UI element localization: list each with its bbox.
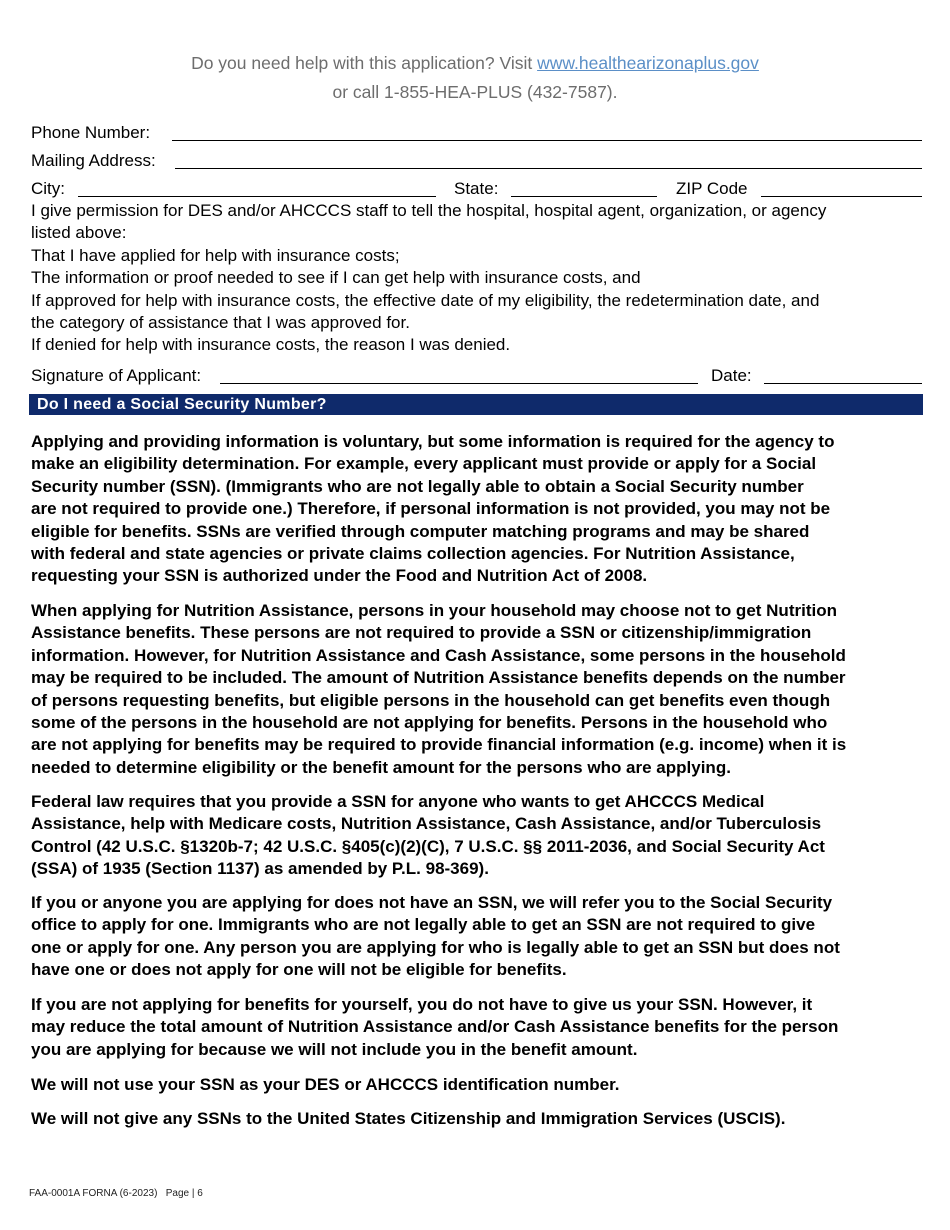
- para-line: are not required to provide one.) Therefore, if personal information is not provided, you may not be: [31, 499, 831, 519]
- mailing-row: [31, 150, 922, 172]
- help-line-1: [0, 53, 950, 74]
- section-title: Do I need a Social Security Number?: [37, 396, 327, 413]
- para-line: If you or anyone you are applying for does not have an SSN, we will refer you to the Social Security: [31, 893, 833, 912]
- date-label: Date:: [711, 366, 752, 385]
- phone-field[interactable]: [172, 140, 922, 141]
- permission-line: If approved for help with insurance costs, the effective date of my eligibility, the redetermination date, and: [31, 290, 820, 310]
- permission-line: the category of assistance that I was approved for.: [31, 313, 410, 333]
- para-line: are not applying for benefits may be required to provide financial information (e.g. income) when it is: [31, 735, 847, 755]
- permission-line: If denied for help with insurance costs, the reason I was denied.: [31, 335, 511, 355]
- para-line: (SSA) of 1935 (Section 1137) as amended by P.L. 98-369).: [31, 859, 489, 879]
- help-link[interactable]: www.healthearizonaplus.gov: [537, 53, 759, 73]
- mailing-label: Mailing Address:: [31, 151, 156, 170]
- date-field[interactable]: [764, 383, 922, 384]
- signature-row: [31, 365, 922, 387]
- para-line: We will not use your SSN as your DES or AHCCCS identification number.: [31, 1075, 620, 1094]
- para-line: needed to determine eligibility or the benefit amount for the persons who are applying.: [31, 757, 731, 777]
- state-field[interactable]: [511, 196, 657, 197]
- signature-field[interactable]: [220, 383, 698, 384]
- permission-line: That I have applied for help with insurance costs;: [31, 245, 400, 265]
- para-line: make an eligibility determination. For example, every applicant must provide or apply for a Social: [31, 454, 817, 474]
- paragraph-id-number: [31, 1074, 923, 1096]
- paragraph-voluntary: [31, 431, 923, 588]
- paragraph-no-ssn: [31, 892, 923, 982]
- para-line: may reduce the total amount of Nutrition Assistance and/or Cash Assistance benefits for the person: [31, 1017, 839, 1037]
- signature-label: Signature of Applicant:: [31, 366, 202, 385]
- para-line: information. However, for Nutrition Assistance and Cash Assistance, some persons in the household: [31, 645, 846, 665]
- para-line: with federal and state agencies or private claims collection agencies. For Nutrition Assistance,: [31, 544, 795, 564]
- para-line: may be required to be included. The amount of Nutrition Assistance benefits depends on the number: [31, 668, 846, 688]
- paragraph-not-applying: [31, 994, 923, 1061]
- para-line: Security number (SSN). (Immigrants who are not legally able to obtain a Social Security number: [31, 476, 804, 496]
- para-line: If you are not applying for benefits for yourself, you do not have to give us your SSN. However, it: [31, 995, 813, 1014]
- help-line-2: or call 1-855-HEA-PLUS (432-7587).: [332, 82, 618, 102]
- city-state-zip-row: [31, 178, 922, 200]
- permission-line: listed above:: [31, 223, 127, 243]
- paragraph-uscis: [31, 1108, 923, 1130]
- para-line: Assistance benefits. These persons are not required to provide a SSN or citizenship/immigration: [31, 623, 812, 643]
- permission-line: I give permission for DES and/or AHCCCS staff to tell the hospital, hospital agent, organization, or agency: [31, 201, 827, 220]
- city-field[interactable]: [78, 196, 436, 197]
- city-label: City:: [31, 179, 65, 198]
- zip-label: ZIP Code: [676, 179, 748, 198]
- paragraph-nutrition: [31, 600, 923, 779]
- para-line: some of the persons in the household are not applying for benefits. Persons in the household who: [31, 713, 828, 733]
- section-header: [29, 394, 923, 415]
- para-line: Federal law requires that you provide a SSN for anyone who wants to get AHCCCS Medical: [31, 792, 765, 811]
- permission-line: The information or proof needed to see if I can get help with insurance costs, and: [31, 268, 641, 288]
- para-line: of persons requesting benefits, but eligible persons in the household can get benefits even though: [31, 690, 831, 710]
- para-line: Control (42 U.S.C. §1320b-7; 42 U.S.C. §405(c)(2)(C), 7 U.S.C. §§ 2011-2036, and Social Security Act: [31, 836, 825, 856]
- para-line: eligible for benefits. SSNs are verified through computer matching programs and may be shared: [31, 521, 810, 541]
- para-line: Assistance, help with Medicare costs, Nutrition Assistance, Cash Assistance, and/or Tuberculosis: [31, 814, 822, 834]
- para-line: requesting your SSN is authorized under the Food and Nutrition Act of 2008.: [31, 566, 648, 586]
- phone-row: [31, 122, 922, 144]
- para-line: have one or does not apply for one will not be eligible for benefits.: [31, 960, 567, 980]
- para-line: We will not give any SSNs to the United States Citizenship and Immigration Services (USCIS).: [31, 1109, 786, 1128]
- state-label: State:: [454, 179, 499, 198]
- para-line: one or apply for one. Any person you are applying for who is legally able to get an SSN but does not: [31, 937, 840, 957]
- para-line: you are applying for because we will not include you in the benefit amount.: [31, 1039, 638, 1059]
- phone-label: Phone Number:: [31, 123, 151, 142]
- para-line: office to apply for one. Immigrants who are not legally able to get an SSN are not required to give: [31, 915, 816, 935]
- permission-text: [31, 200, 921, 357]
- zip-field[interactable]: [761, 196, 922, 197]
- mailing-address-field[interactable]: [175, 168, 922, 169]
- para-line: Applying and providing information is voluntary, but some information is required for the agency to: [31, 432, 835, 451]
- help-text: Do you need help with this application? Visit: [191, 53, 533, 73]
- page-footer: FAA-0001A FORNA (6-2023) Page | 6: [29, 1188, 203, 1199]
- para-line: When applying for Nutrition Assistance, persons in your household may choose not to get Nutrition: [31, 601, 837, 620]
- paragraph-federal-law: [31, 791, 923, 881]
